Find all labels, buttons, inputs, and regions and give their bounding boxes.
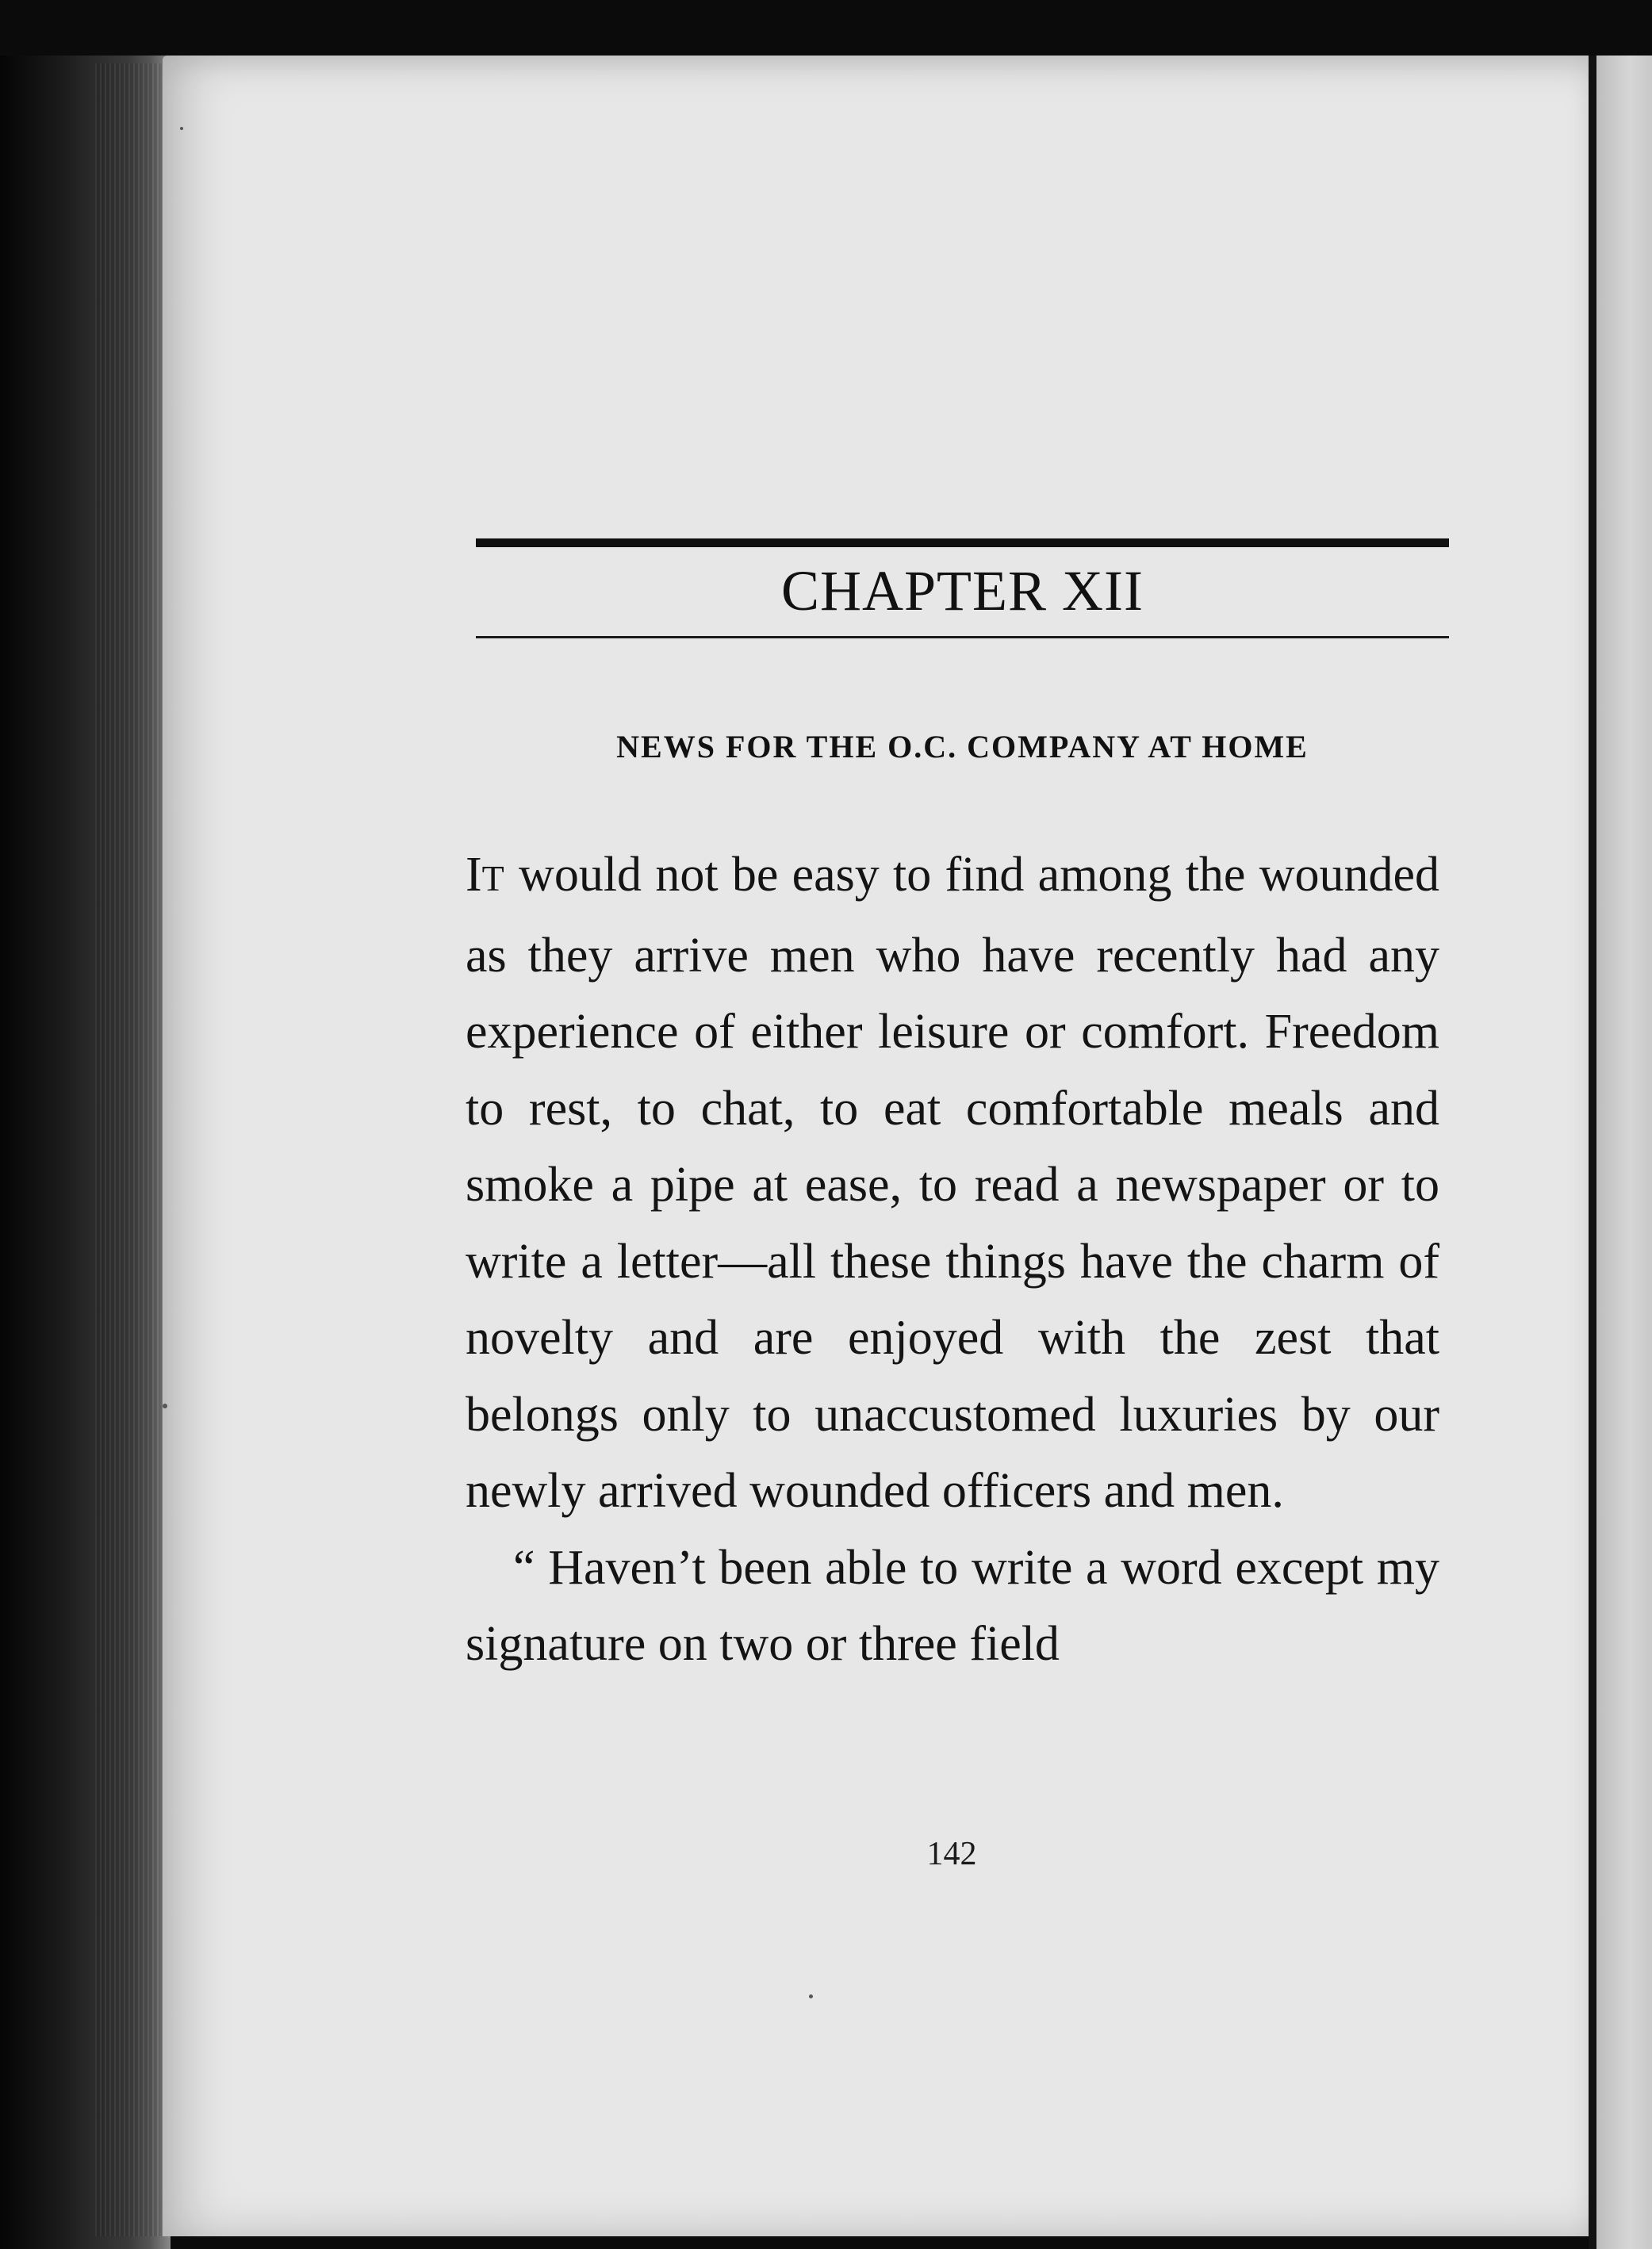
paragraph-text: would not be easy to find among the wounded as they arrive men who have recently had any experience of either leisure or comfort. Freedom to rest, to chat, to eat comfortable meals and smoke a pipe at ease, to read a newspaper or to write a letter—all these things have the charm of novelty and are enjoyed with the zest that belongs only to unaccustomed luxuries by our newly arrived wounded officers and men. bbox=[466, 848, 1440, 1518]
body-text bbox=[466, 837, 1439, 1683]
dropcap-word: IT bbox=[466, 848, 505, 902]
dust-speck bbox=[180, 127, 183, 130]
chapter-rule-bottom bbox=[476, 636, 1449, 638]
chapter-rule-top bbox=[476, 538, 1449, 547]
paragraph: “ Haven’t been able to write a word except my signature on two or three field bbox=[466, 1540, 1439, 1671]
dust-speck bbox=[163, 1404, 167, 1408]
chapter-title: CHAPTER XII bbox=[781, 559, 1144, 623]
next-page-sliver bbox=[1596, 56, 1652, 2249]
chapter-subtitle: NEWS FOR THE O.C. COMPANY AT HOME bbox=[616, 729, 1309, 764]
page-edge-shadow bbox=[1589, 56, 1596, 2249]
spine-texture bbox=[95, 63, 171, 2236]
page-number: 142 bbox=[926, 1836, 977, 1872]
paragraph bbox=[466, 837, 1439, 1530]
dust-speck bbox=[809, 1994, 813, 1998]
